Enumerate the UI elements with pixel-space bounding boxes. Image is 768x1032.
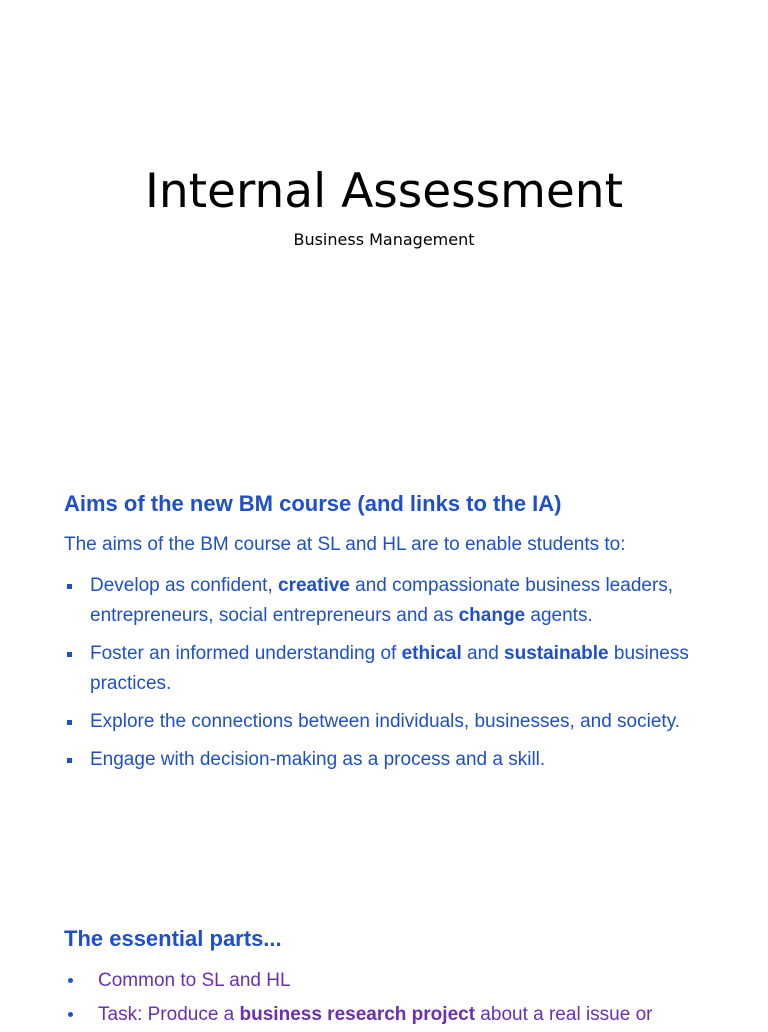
- aims-slide: [0, 440, 768, 880]
- square-bullet-icon: [67, 758, 72, 763]
- item-emphasis: business research project: [239, 1004, 476, 1025]
- list-item: [64, 998, 754, 1032]
- aims-heading: Aims of the new BM course (and links to the IA): [64, 491, 562, 516]
- aims-list: [64, 571, 744, 783]
- list-item: [64, 639, 744, 699]
- square-bullet-icon: [67, 720, 72, 725]
- square-bullet-icon: [67, 652, 72, 657]
- item-text: and compassionate business leaders, entrepreneurs, social entrepreneurs and as: [90, 575, 674, 626]
- item-text: Common to SL and HL: [98, 970, 291, 991]
- list-item: [64, 964, 754, 998]
- item-text: and: [461, 643, 505, 664]
- item-text: Develop as confident,: [90, 575, 279, 596]
- item-text: Task: Produce a: [98, 1004, 240, 1025]
- parts-heading: The essential parts...: [64, 926, 282, 951]
- list-item: [64, 707, 744, 737]
- square-bullet-icon: [67, 584, 72, 589]
- item-emphasis: ethical: [401, 643, 462, 664]
- item-emphasis: change: [458, 605, 526, 626]
- item-text: agents.: [525, 605, 593, 626]
- aims-intro: The aims of the BM course at SL and HL are to enable students to:: [64, 534, 626, 555]
- parts-slide: [0, 880, 768, 1024]
- title-slide: [0, 0, 768, 440]
- item-emphasis: sustainable: [504, 643, 609, 664]
- item-text: Engage with decision-making as a process and a skill.: [90, 749, 546, 770]
- dot-bullet-icon: [68, 978, 73, 983]
- dot-bullet-icon: [68, 1012, 73, 1017]
- item-text: about a real issue or: [475, 1004, 653, 1025]
- page-title: Internal Assessment: [144, 164, 623, 219]
- item-text: Explore the connections between individuals, businesses, and society.: [90, 711, 681, 732]
- item-emphasis: creative: [278, 575, 350, 596]
- item-text: Foster an informed understanding of: [90, 643, 402, 664]
- parts-list: [64, 964, 754, 1032]
- item-text: business practices.: [90, 643, 689, 694]
- list-item: [64, 745, 744, 775]
- list-item: [64, 571, 744, 631]
- page-subtitle: Business Management: [293, 230, 475, 249]
